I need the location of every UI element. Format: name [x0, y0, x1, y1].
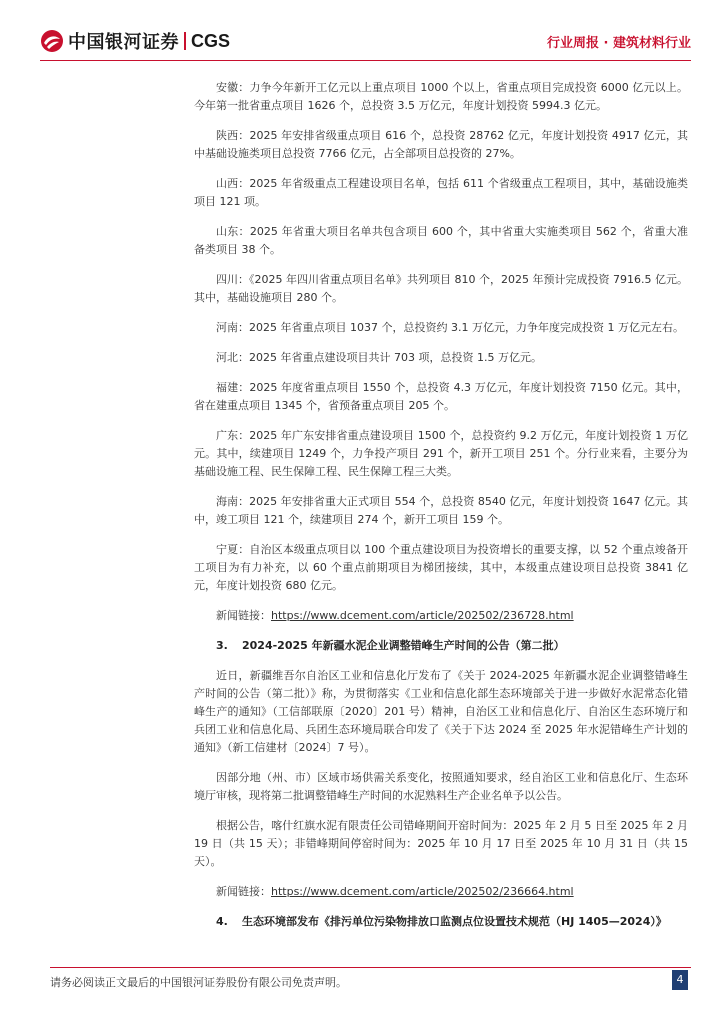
- logo-cn-text: 中国银河证券: [68, 32, 179, 53]
- news-link-label: 新闻链接：: [216, 885, 271, 898]
- paragraph-shandong: 山东：2025 年省重大项目名单共包含项目 600 个，其中省重大实施类项目 562 个，省重大准备类项目 38 个。: [194, 225, 688, 256]
- paragraph-shanxi: 山西：2025 年省级重点工程建设项目名单，包括 611 个省级重点工程项目，其中，基础设施类项目 121 项。: [194, 177, 688, 208]
- paragraph-xinjiang-3: 根据公告，喀什红旗水泥有限责任公司错峰期间开窑时间为：2025 年 2 月 5 日至 2025 年 2 月 19 日（共 15 天）；非错峰期间停窑时间为：2025 年 10 月 17 日至 2025 年 10 月 31 日（共 15 天）。: [194, 819, 688, 868]
- paragraph-fujian: 福建：2025 年度省重点项目 1550 个，总投资 4.3 万亿元，年度计划投资 7150 亿元。其中，省在建重点项目 1345 个，省预备重点项目 205 个。: [194, 381, 688, 412]
- section-number: 4.: [216, 915, 228, 928]
- section-heading-3: [194, 637, 688, 655]
- paragraph-sichuan: 四川：《2025 年四川省重点项目名单》共列项目 810 个，2025 年预计完成投资 7916.5 亿元。其中，基础设施项目 280 个。: [194, 273, 688, 304]
- logo-divider: [184, 32, 186, 50]
- report-type: 行业周报 · 建筑材料行业: [547, 36, 691, 51]
- section-title: 生态环境部发布《排污单位污染物排放口监测点位设置技术规范（HJ 1405—2024）》: [242, 915, 667, 928]
- paragraph-xinjiang-1: 近日，新疆维吾尔自治区工业和信息化厅发布了《关于 2024-2025 年新疆水泥企业调整错峰生产时间的公告（第二批）》称，为贯彻落实《工业和信息化部生态环境部关于进一步做好水泥常态化错峰生产的通知》（工信部联原〔2020〕201 号）精神，自治区工业和信息化厅、自治区生态环境厅和兵团工业和信息化局、兵团生态环境局联合印发了《关于下达 2024 至 2025 年水泥错峰生产计划的通知》（新工信建材〔2024〕7 号）。: [194, 669, 688, 754]
- paragraph-guangdong: 广东：2025 年广东安排省重点建设项目 1500 个，总投资约 9.2 万亿元，年度计划投资 1 万亿元。其中，续建项目 1249 个，力争投产项目 291 个，新开工项目 251 个。分行业来看，主要分为基础设施工程、民生保障工程、民生保障工程三大类。: [194, 429, 688, 478]
- paragraph-hebei: 河北：2025 年省重点建设项目共计 703 项，总投资 1.5 万亿元。: [216, 351, 542, 364]
- company-logo: [40, 28, 230, 54]
- page-header: [0, 0, 724, 62]
- header-divider: [40, 60, 691, 61]
- paragraph-ningxia: 宁夏：自治区本级重点项目以 100 个重点建设项目为投资增长的重要支撑，以 52 个重点竣备开工项目为有力补充，以 60 个重点前期项目为梯团接续，其中，本级重点建设项目总投资 3841 亿元，年度计划投资 680 亿元。: [194, 543, 688, 592]
- logo-en-text: CGS: [191, 30, 231, 51]
- news-link-1: [194, 607, 688, 625]
- paragraph-hainan: 海南：2025 年安排省重大正式项目 554 个，总投资 8540 亿元，年度计划投资 1647 亿元。其中，竣工项目 121 个，续建项目 274 个，新开工项目 159 个。: [194, 495, 688, 526]
- paragraph-shaanxi: 陕西：2025 年安排省级重点项目 616 个，总投资 28762 亿元，年度计划投资 4917 亿元，其中基础设施类项目总投资 7766 亿元，占全部项目总投资的 27%。: [194, 129, 688, 160]
- news-link-2: [194, 883, 688, 901]
- paragraph-henan: 河南：2025 年省重点项目 1037 个，总投资约 3.1 万亿元，力争年度完成投资 1 万亿元左右。: [216, 321, 684, 334]
- report-body: [194, 79, 688, 943]
- galaxy-logo-icon: [40, 29, 64, 53]
- news-link-label: 新闻链接：: [216, 609, 271, 622]
- paragraph-anhui: 安徽：力争今年新开工亿元以上重点项目 1000 个以上，省重点项目完成投资 6000 亿元以上。今年第一批省重点项目 1626 个，总投资 3.5 万亿元，年度计划投资 5994.3 亿元。: [194, 81, 688, 112]
- news-link-url[interactable]: https://www.dcement.com/article/202502/236728.html: [271, 609, 574, 622]
- footer-divider: [50, 967, 691, 968]
- page-number: 4: [672, 970, 688, 990]
- footer-disclaimer: 请务必阅读正文最后的中国银河证券股份有限公司免责声明。: [50, 976, 347, 989]
- paragraph-xinjiang-2: 因部分地（州、市）区域市场供需关系变化，按照通知要求，经自治区工业和信息化厅、生态环境厅审核，现将第二批调整错峰生产时间的水泥熟料生产企业名单予以公告。: [194, 771, 688, 802]
- news-link-url[interactable]: https://www.dcement.com/article/202502/236664.html: [271, 885, 574, 898]
- section-title: 2024-2025 年新疆水泥企业调整错峰生产时间的公告（第二批）: [242, 639, 565, 652]
- section-heading-4: [194, 913, 688, 931]
- section-number: 3.: [216, 639, 228, 652]
